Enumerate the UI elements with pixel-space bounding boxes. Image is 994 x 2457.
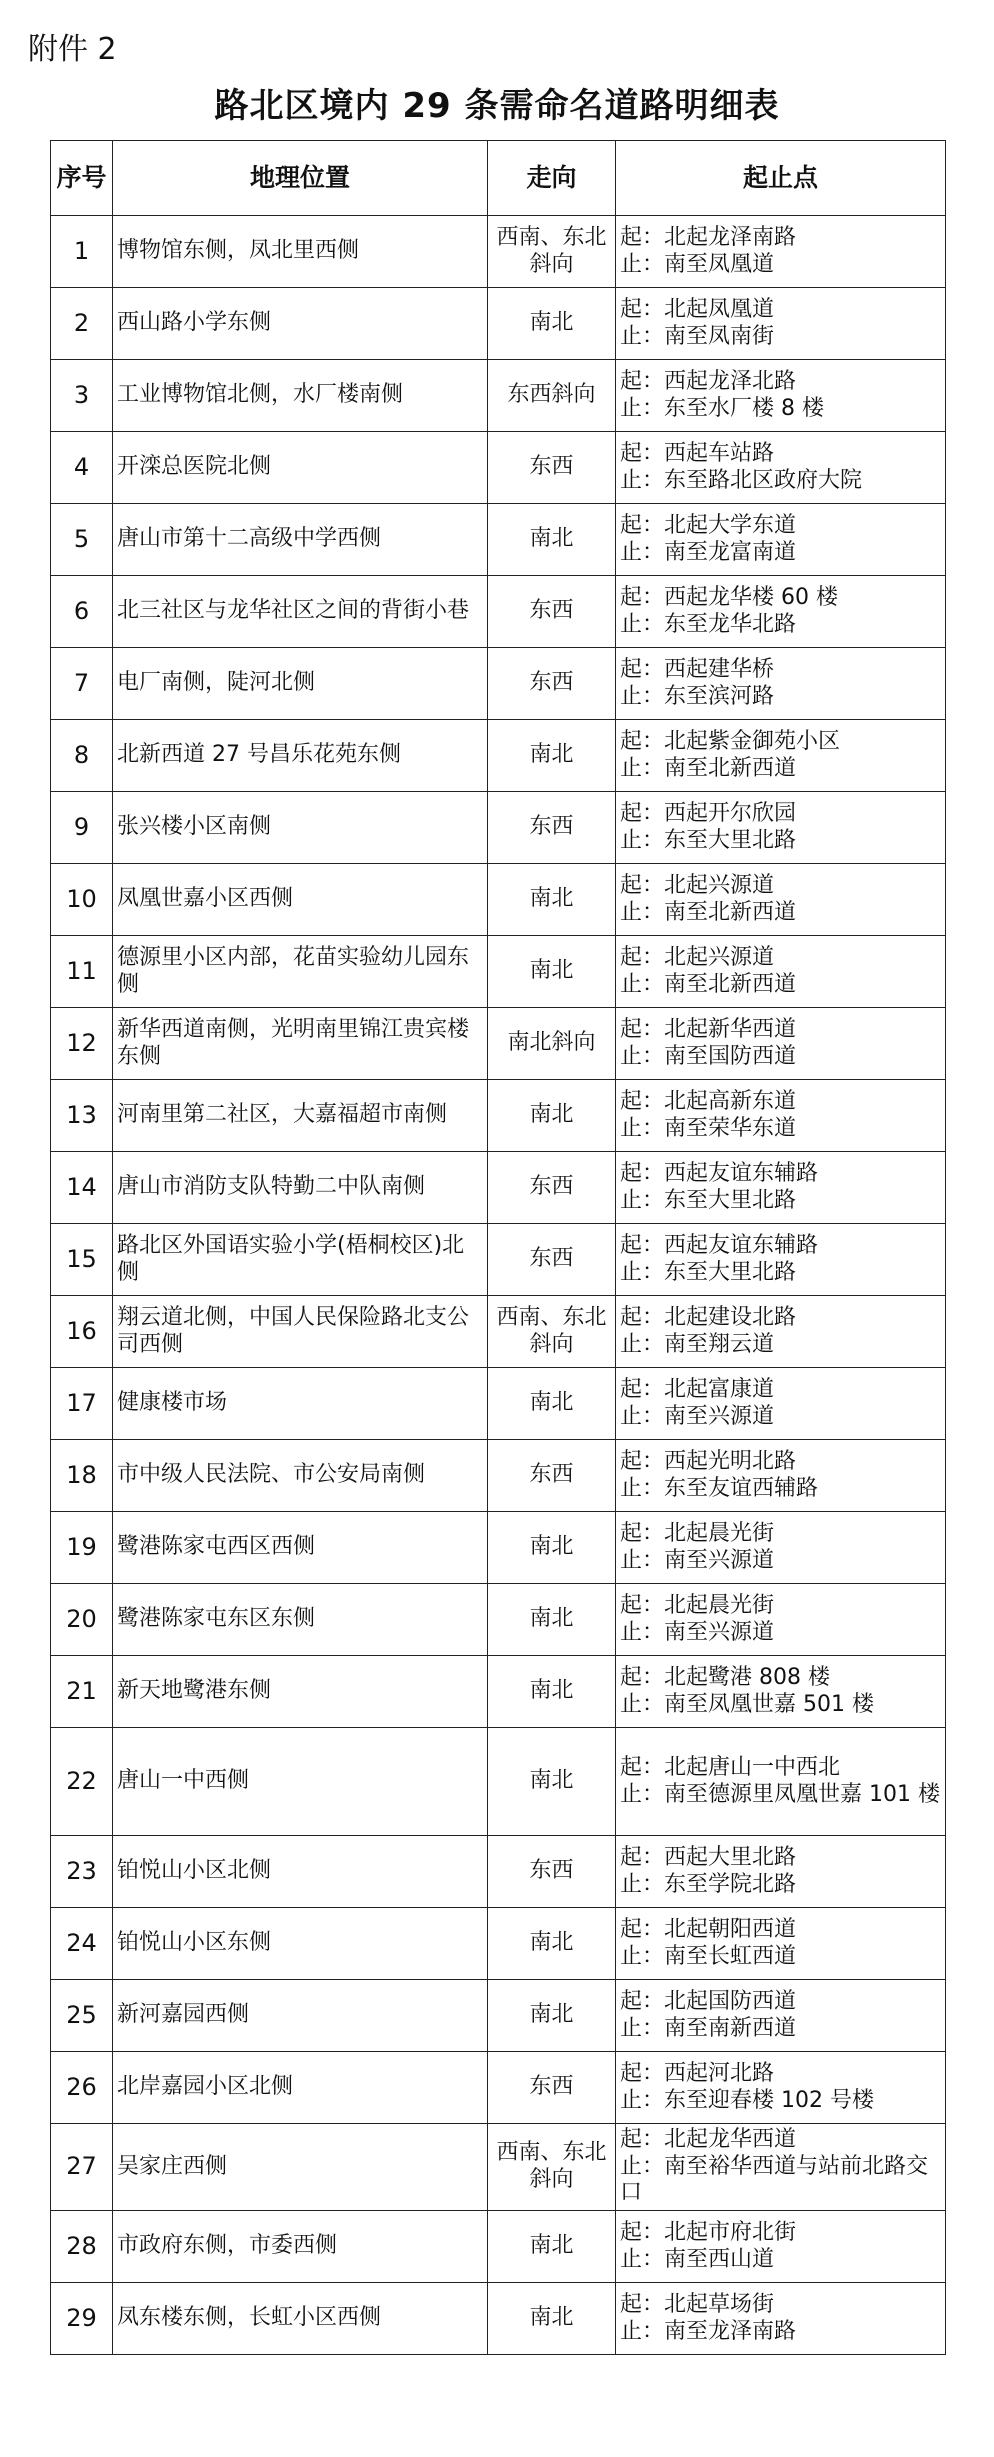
- table-row: [51, 1152, 946, 1224]
- table-body: [51, 216, 946, 2355]
- cell-direction: 南北: [488, 720, 616, 792]
- cell-location: 铂悦山小区东侧: [113, 1908, 488, 1980]
- cell-location: 德源里小区内部，花苗实验幼儿园东侧: [113, 936, 488, 1008]
- cell-endpoints: 起：西起开尔欣园 止：东至大里北路: [616, 792, 946, 864]
- table-row: [51, 1584, 946, 1656]
- cell-endpoints: 起：西起光明北路 止：东至友谊西辅路: [616, 1440, 946, 1512]
- table-row: [51, 360, 946, 432]
- cell-direction: 东西斜向: [488, 360, 616, 432]
- cell-location: 河南里第二社区，大嘉福超市南侧: [113, 1080, 488, 1152]
- table-row: [51, 1008, 946, 1080]
- cell-endpoints: 起：北起凤凰道 止：南至凤南街: [616, 288, 946, 360]
- cell-endpoints: 起：西起河北路 止：东至迎春楼 102 号楼: [616, 2052, 946, 2124]
- cell-direction: 东西: [488, 1440, 616, 1512]
- cell-endpoints: 起：西起友谊东辅路 止：东至大里北路: [616, 1152, 946, 1224]
- table-row: [51, 720, 946, 792]
- road-naming-table: [50, 140, 946, 2355]
- cell-location: 鹭港陈家屯西区西侧: [113, 1512, 488, 1584]
- table-row: [51, 1368, 946, 1440]
- cell-endpoints: 起：北起兴源道 止：南至北新西道: [616, 864, 946, 936]
- cell-seq: 3: [51, 360, 113, 432]
- cell-seq: 25: [51, 1980, 113, 2052]
- cell-seq: 17: [51, 1368, 113, 1440]
- cell-direction: 东西: [488, 1152, 616, 1224]
- table-row: [51, 1512, 946, 1584]
- cell-direction: 南北: [488, 1656, 616, 1728]
- cell-location: 北新西道 27 号昌乐花苑东侧: [113, 720, 488, 792]
- table-row: [51, 1728, 946, 1836]
- cell-location: 凤凰世嘉小区西侧: [113, 864, 488, 936]
- cell-endpoints: 起：北起富康道 止：南至兴源道: [616, 1368, 946, 1440]
- cell-endpoints: 起：北起新华西道 止：南至国防西道: [616, 1008, 946, 1080]
- table-row: [51, 1836, 946, 1908]
- cell-endpoints: 起：北起龙泽南路 止：南至凤凰道: [616, 216, 946, 288]
- cell-location: 西山路小学东侧: [113, 288, 488, 360]
- cell-location: 唐山一中西侧: [113, 1728, 488, 1836]
- cell-endpoints: 起：北起唐山一中西北 止：南至德源里凤凰世嘉 101 楼: [616, 1728, 946, 1836]
- table-row: [51, 576, 946, 648]
- cell-seq: 23: [51, 1836, 113, 1908]
- cell-location: 新天地鹭港东侧: [113, 1656, 488, 1728]
- table-row: [51, 936, 946, 1008]
- cell-seq: 8: [51, 720, 113, 792]
- cell-location: 开滦总医院北侧: [113, 432, 488, 504]
- header-endpoints: 起止点: [616, 141, 946, 216]
- cell-direction: 南北: [488, 1980, 616, 2052]
- table-row: [51, 792, 946, 864]
- table-row: [51, 1224, 946, 1296]
- cell-endpoints: 起：西起车站路 止：东至路北区政府大院: [616, 432, 946, 504]
- cell-endpoints: 起：北起大学东道 止：南至龙富南道: [616, 504, 946, 576]
- document-title: 路北区境内 29 条需命名道路明细表: [214, 86, 780, 126]
- cell-location: 新河嘉园西侧: [113, 1980, 488, 2052]
- table-row: [51, 1656, 946, 1728]
- cell-direction: 西南、东北斜向: [488, 216, 616, 288]
- cell-endpoints: 起：北起龙华西道 止：南至裕华西道与站前北路交口: [616, 2124, 946, 2211]
- table-row: [51, 1296, 946, 1368]
- cell-seq: 10: [51, 864, 113, 936]
- cell-direction: 南北: [488, 288, 616, 360]
- cell-seq: 19: [51, 1512, 113, 1584]
- cell-endpoints: 起：西起龙泽北路 止：东至水厂楼 8 楼: [616, 360, 946, 432]
- cell-location: 市中级人民法院、市公安局南侧: [113, 1440, 488, 1512]
- cell-direction: 南北斜向: [488, 1008, 616, 1080]
- cell-direction: 东西: [488, 432, 616, 504]
- cell-direction: 东西: [488, 2052, 616, 2124]
- cell-direction: 南北: [488, 2211, 616, 2283]
- table-row: [51, 2124, 946, 2211]
- cell-seq: 2: [51, 288, 113, 360]
- cell-location: 唐山市消防支队特勤二中队南侧: [113, 1152, 488, 1224]
- cell-direction: 南北: [488, 1728, 616, 1836]
- cell-location: 铂悦山小区北侧: [113, 1836, 488, 1908]
- cell-direction: 东西: [488, 792, 616, 864]
- cell-direction: 南北: [488, 1080, 616, 1152]
- table-row: [51, 288, 946, 360]
- cell-direction: 南北: [488, 1584, 616, 1656]
- cell-direction: 南北: [488, 936, 616, 1008]
- cell-location: 张兴楼小区南侧: [113, 792, 488, 864]
- cell-endpoints: 起：北起草场街 止：南至龙泽南路: [616, 2283, 946, 2355]
- table-row: [51, 1908, 946, 1980]
- cell-seq: 18: [51, 1440, 113, 1512]
- cell-direction: 东西: [488, 648, 616, 720]
- cell-seq: 1: [51, 216, 113, 288]
- cell-endpoints: 起：北起晨光街 止：南至兴源道: [616, 1512, 946, 1584]
- cell-seq: 14: [51, 1152, 113, 1224]
- cell-direction: 南北: [488, 2283, 616, 2355]
- cell-seq: 9: [51, 792, 113, 864]
- attachment-label: 附件 2: [28, 32, 117, 67]
- cell-endpoints: 起：北起鹭港 808 楼 止：南至凤凰世嘉 501 楼: [616, 1656, 946, 1728]
- table-row: [51, 2283, 946, 2355]
- table-row: [51, 864, 946, 936]
- cell-seq: 26: [51, 2052, 113, 2124]
- cell-direction: 南北: [488, 504, 616, 576]
- cell-endpoints: 起：北起晨光街 止：南至兴源道: [616, 1584, 946, 1656]
- cell-direction: 南北: [488, 1368, 616, 1440]
- table-row: [51, 216, 946, 288]
- cell-seq: 4: [51, 432, 113, 504]
- cell-seq: 29: [51, 2283, 113, 2355]
- cell-seq: 24: [51, 1908, 113, 1980]
- cell-seq: 16: [51, 1296, 113, 1368]
- cell-location: 北三社区与龙华社区之间的背街小巷: [113, 576, 488, 648]
- cell-seq: 22: [51, 1728, 113, 1836]
- cell-endpoints: 起：北起国防西道 止：南至南新西道: [616, 1980, 946, 2052]
- cell-endpoints: 起：西起友谊东辅路 止：东至大里北路: [616, 1224, 946, 1296]
- cell-direction: 南北: [488, 864, 616, 936]
- cell-location: 北岸嘉园小区北侧: [113, 2052, 488, 2124]
- cell-endpoints: 起：北起建设北路 止：南至翔云道: [616, 1296, 946, 1368]
- cell-seq: 21: [51, 1656, 113, 1728]
- cell-location: 电厂南侧，陡河北侧: [113, 648, 488, 720]
- cell-seq: 6: [51, 576, 113, 648]
- table-row: [51, 1980, 946, 2052]
- cell-endpoints: 起：北起市府北街 止：南至西山道: [616, 2211, 946, 2283]
- cell-seq: 13: [51, 1080, 113, 1152]
- cell-seq: 15: [51, 1224, 113, 1296]
- cell-location: 凤东楼东侧，长虹小区西侧: [113, 2283, 488, 2355]
- cell-direction: 东西: [488, 576, 616, 648]
- table-row: [51, 1080, 946, 1152]
- cell-seq: 11: [51, 936, 113, 1008]
- cell-seq: 28: [51, 2211, 113, 2283]
- cell-direction: 东西: [488, 1224, 616, 1296]
- cell-seq: 7: [51, 648, 113, 720]
- header-direction: 走向: [488, 141, 616, 216]
- cell-endpoints: 起：西起建华桥 止：东至滨河路: [616, 648, 946, 720]
- cell-endpoints: 起：北起朝阳西道 止：南至长虹西道: [616, 1908, 946, 1980]
- cell-endpoints: 起：北起紫金御苑小区 止：南至北新西道: [616, 720, 946, 792]
- cell-location: 博物馆东侧，凤北里西侧: [113, 216, 488, 288]
- cell-seq: 20: [51, 1584, 113, 1656]
- cell-location: 吴家庄西侧: [113, 2124, 488, 2211]
- cell-direction: 西南、东北斜向: [488, 2124, 616, 2211]
- cell-location: 市政府东侧，市委西侧: [113, 2211, 488, 2283]
- cell-location: 翔云道北侧，中国人民保险路北支公司西侧: [113, 1296, 488, 1368]
- cell-location: 唐山市第十二高级中学西侧: [113, 504, 488, 576]
- table-row: [51, 1440, 946, 1512]
- cell-endpoints: 起：北起高新东道 止：南至荣华东道: [616, 1080, 946, 1152]
- cell-location: 新华西道南侧，光明南里锦江贵宾楼东侧: [113, 1008, 488, 1080]
- cell-direction: 南北: [488, 1908, 616, 1980]
- table-row: [51, 2211, 946, 2283]
- cell-direction: 东西: [488, 1836, 616, 1908]
- table-row: [51, 504, 946, 576]
- cell-location: 鹭港陈家屯东区东侧: [113, 1584, 488, 1656]
- cell-seq: 27: [51, 2124, 113, 2211]
- cell-location: 健康楼市场: [113, 1368, 488, 1440]
- table-row: [51, 648, 946, 720]
- cell-seq: 5: [51, 504, 113, 576]
- header-location: 地理位置: [113, 141, 488, 216]
- cell-endpoints: 起：西起大里北路 止：东至学院北路: [616, 1836, 946, 1908]
- table-row: [51, 432, 946, 504]
- header-seq: 序号: [51, 141, 113, 216]
- cell-seq: 12: [51, 1008, 113, 1080]
- cell-endpoints: 起：北起兴源道 止：南至北新西道: [616, 936, 946, 1008]
- cell-direction: 西南、东北斜向: [488, 1296, 616, 1368]
- table-header-row: [51, 141, 946, 216]
- cell-location: 路北区外国语实验小学(梧桐校区)北侧: [113, 1224, 488, 1296]
- table-row: [51, 2052, 946, 2124]
- cell-direction: 南北: [488, 1512, 616, 1584]
- cell-location: 工业博物馆北侧，水厂楼南侧: [113, 360, 488, 432]
- cell-endpoints: 起：西起龙华楼 60 楼 止：东至龙华北路: [616, 576, 946, 648]
